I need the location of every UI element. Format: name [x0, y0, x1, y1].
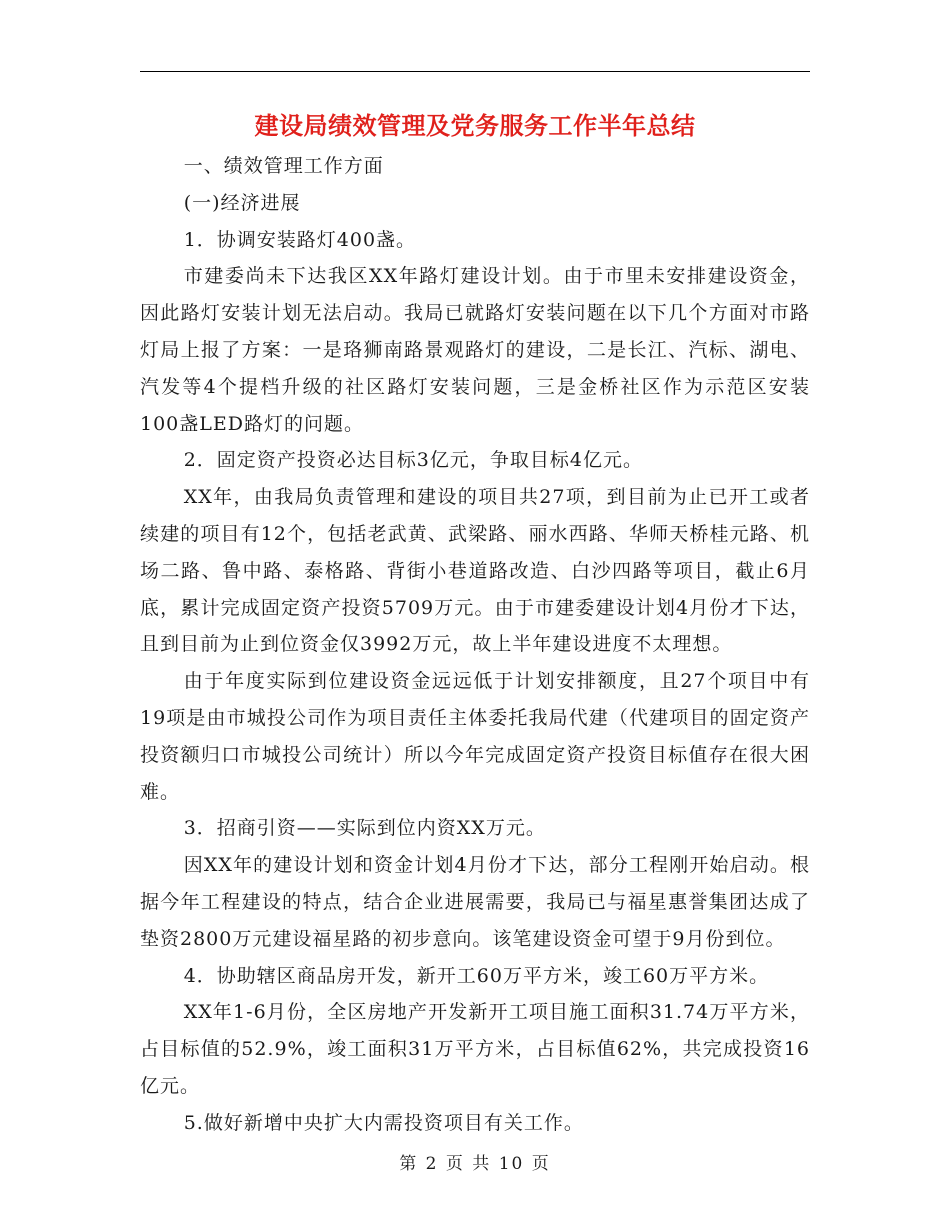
document-title: 建设局绩效管理及党务服务工作半年总结: [254, 111, 696, 140]
paragraph: 市建委尚未下达我区XX年路灯建设计划。由于市里未安排建设资金，因此路灯安装计划无法启动。我局已就路灯安装问题在以下几个方面对市路灯局上报了方案：一是珞狮南路景观路灯的建设，二是长江、汽标、湖电、汽发等4个提档升级的社区路灯安装问题，三是金桥社区作为示范区安装100盏LED路灯的问题。: [140, 265, 810, 435]
document-body: [140, 148, 810, 1142]
paragraph: 由于年度实际到位建设资金远远低于计划安排额度，且27个项目中有19项是由市城投公司作为项目责任主体委托我局代建（代建项目的固定资产投资额归口市城投公司统计）所以今年完成固定资产投资目标值存在很大困难。: [140, 670, 810, 803]
paragraph: XX年，由我局负责管理和建设的项目共27项，到目前为止已开工或者续建的项目有12个，包括老武黄、武梁路、丽水西路、华师天桥桂元路、机场二路、鲁中路、泰格路、背街小巷道路改造、白沙四路等项目，截止6月底，累计完成固定资产投资5709万元。由于市建委建设计划4月份才下达，且到目前为止到位资金仅3992万元，故上半年建设进度不太理想。: [140, 486, 810, 656]
paragraph: 因XX年的建设计划和资金计划4月份才下达，部分工程刚开始启动。根据今年工程建设的特点，结合企业进展需要，我局已与福星惠誉集团达成了垫资2800万元建设福星路的初步意向。该笔建设资金可望于9月份到位。: [140, 854, 810, 950]
item-heading-5: 5.做好新增中央扩大内需投资项目有关工作。: [183, 1111, 584, 1134]
heading-subsection-1: (一)经济进展: [183, 191, 301, 214]
item-heading-2: 2．固定资产投资必达目标3亿元，争取目标4亿元。: [183, 449, 643, 472]
header-rule: [140, 71, 810, 72]
item-heading-4: 4．协助辖区商品房开发，新开工60万平方米，竣工60万平方米。: [183, 964, 770, 987]
page-number: 第 2 页 共 10 页: [399, 1154, 551, 1174]
item-heading-3: 3．招商引资——实际到位内资XX万元。: [183, 817, 546, 840]
heading-section-1: 一、绩效管理工作方面: [183, 155, 384, 177]
item-heading-1: 1．协调安装路灯400盏。: [183, 228, 417, 251]
paragraph: XX年1-6月份，全区房地产开发新开工项目施工面积31.74万平方米，占目标值的52.9%，竣工面积31万平方米，占目标值62%，共完成投资16亿元。: [140, 1001, 810, 1097]
